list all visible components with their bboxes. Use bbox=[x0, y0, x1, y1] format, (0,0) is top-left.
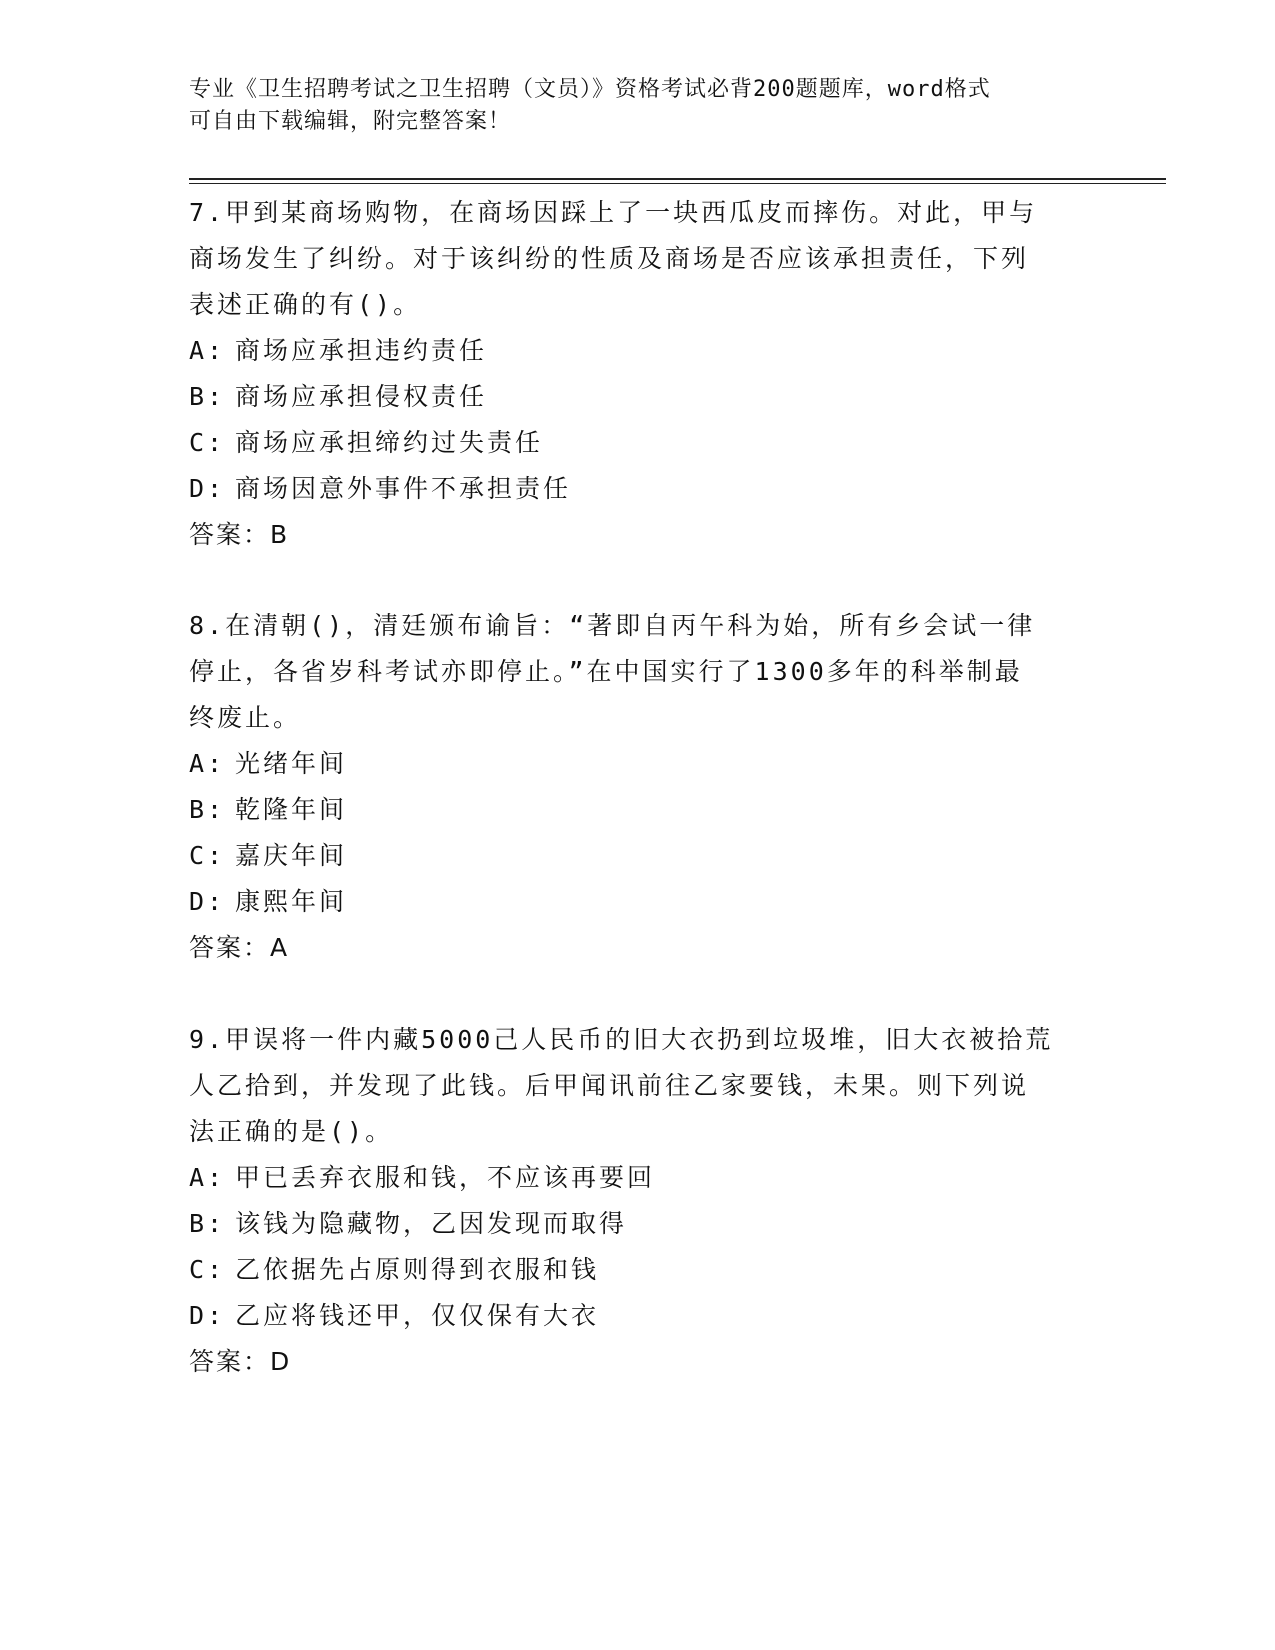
option-c bbox=[189, 1247, 1089, 1293]
question-8 bbox=[189, 603, 1089, 971]
option-text: 光绪年间 bbox=[235, 749, 348, 778]
question-stem-line: 7.甲到某商场购物，在商场因踩上了一块西瓜皮而摔伤。对此，甲与 bbox=[189, 198, 1038, 227]
answer-line: 答案：A bbox=[189, 933, 290, 962]
option-letter: C: bbox=[189, 428, 226, 457]
question-stem-line: 表述正确的有()。 bbox=[189, 290, 422, 319]
option-b bbox=[189, 374, 1089, 420]
header-title-line-2: 可自由下载编辑，附完整答案！ bbox=[189, 109, 512, 134]
option-letter: B: bbox=[189, 1209, 226, 1238]
option-text: 乙应将钱还甲，仅仅保有大衣 bbox=[235, 1301, 600, 1330]
option-text: 商场应承担违约责任 bbox=[235, 336, 488, 365]
question-7 bbox=[189, 190, 1089, 558]
answer-line: 答案：D bbox=[189, 1347, 292, 1376]
option-letter: A: bbox=[189, 749, 226, 778]
option-letter: C: bbox=[189, 1255, 226, 1284]
option-text: 该钱为隐藏物，乙因发现而取得 bbox=[235, 1209, 628, 1238]
option-letter: D: bbox=[189, 474, 226, 503]
answer-line: 答案：B bbox=[189, 520, 290, 549]
option-d bbox=[189, 466, 1089, 512]
question-stem-line: 停止，各省岁科考试亦即停止。”在中国实行了1300多年的科举制最 bbox=[189, 657, 1023, 686]
option-text: 商场应承担侵权责任 bbox=[235, 382, 488, 411]
option-letter: B: bbox=[189, 795, 226, 824]
option-text: 商场应承担缔约过失责任 bbox=[235, 428, 544, 457]
option-a bbox=[189, 328, 1089, 374]
question-stem-line: 8.在清朝()，清廷颁布谕旨：“著即自丙午科为始，所有乡会试一律 bbox=[189, 611, 1036, 640]
option-a bbox=[189, 741, 1089, 787]
option-c bbox=[189, 420, 1089, 466]
option-b bbox=[189, 787, 1089, 833]
option-b bbox=[189, 1201, 1089, 1247]
option-letter: D: bbox=[189, 1301, 226, 1330]
header-divider-thin bbox=[189, 183, 1166, 184]
question-stem-line: 人乙拾到，并发现了此钱。后甲闻讯前往乙家要钱，未果。则下列说 bbox=[189, 1071, 1030, 1100]
question-stem-line: 9.甲误将一件内藏5000己人民币的旧大衣扔到垃圾堆，旧大衣被拾荒 bbox=[189, 1025, 1054, 1054]
option-letter: B: bbox=[189, 382, 226, 411]
option-letter: A: bbox=[189, 336, 226, 365]
option-text: 乙依据先占原则得到衣服和钱 bbox=[235, 1255, 600, 1284]
option-d bbox=[189, 1293, 1089, 1339]
question-stem-line: 商场发生了纠纷。对于该纠纷的性质及商场是否应该承担责任，下列 bbox=[189, 244, 1030, 273]
option-text: 甲已丢弃衣服和钱，不应该再要回 bbox=[235, 1163, 656, 1192]
option-text: 康熙年间 bbox=[235, 887, 348, 916]
header-title-line-1: 专业《卫生招聘考试之卫生招聘（文员）》资格考试必背200题题库，word格式 bbox=[189, 77, 991, 102]
option-c bbox=[189, 833, 1089, 879]
question-9 bbox=[189, 1017, 1089, 1385]
option-text: 乾隆年间 bbox=[235, 795, 348, 824]
header-divider-thick bbox=[189, 178, 1166, 180]
question-stem-line: 终废止。 bbox=[189, 703, 302, 732]
option-letter: C: bbox=[189, 841, 226, 870]
document-header bbox=[189, 74, 1089, 138]
option-text: 商场因意外事件不承担责任 bbox=[235, 474, 572, 503]
option-d bbox=[189, 879, 1089, 925]
option-letter: D: bbox=[189, 887, 226, 916]
option-text: 嘉庆年间 bbox=[235, 841, 348, 870]
option-a bbox=[189, 1155, 1089, 1201]
question-stem-line: 法正确的是()。 bbox=[189, 1117, 394, 1146]
option-letter: A: bbox=[189, 1163, 226, 1192]
